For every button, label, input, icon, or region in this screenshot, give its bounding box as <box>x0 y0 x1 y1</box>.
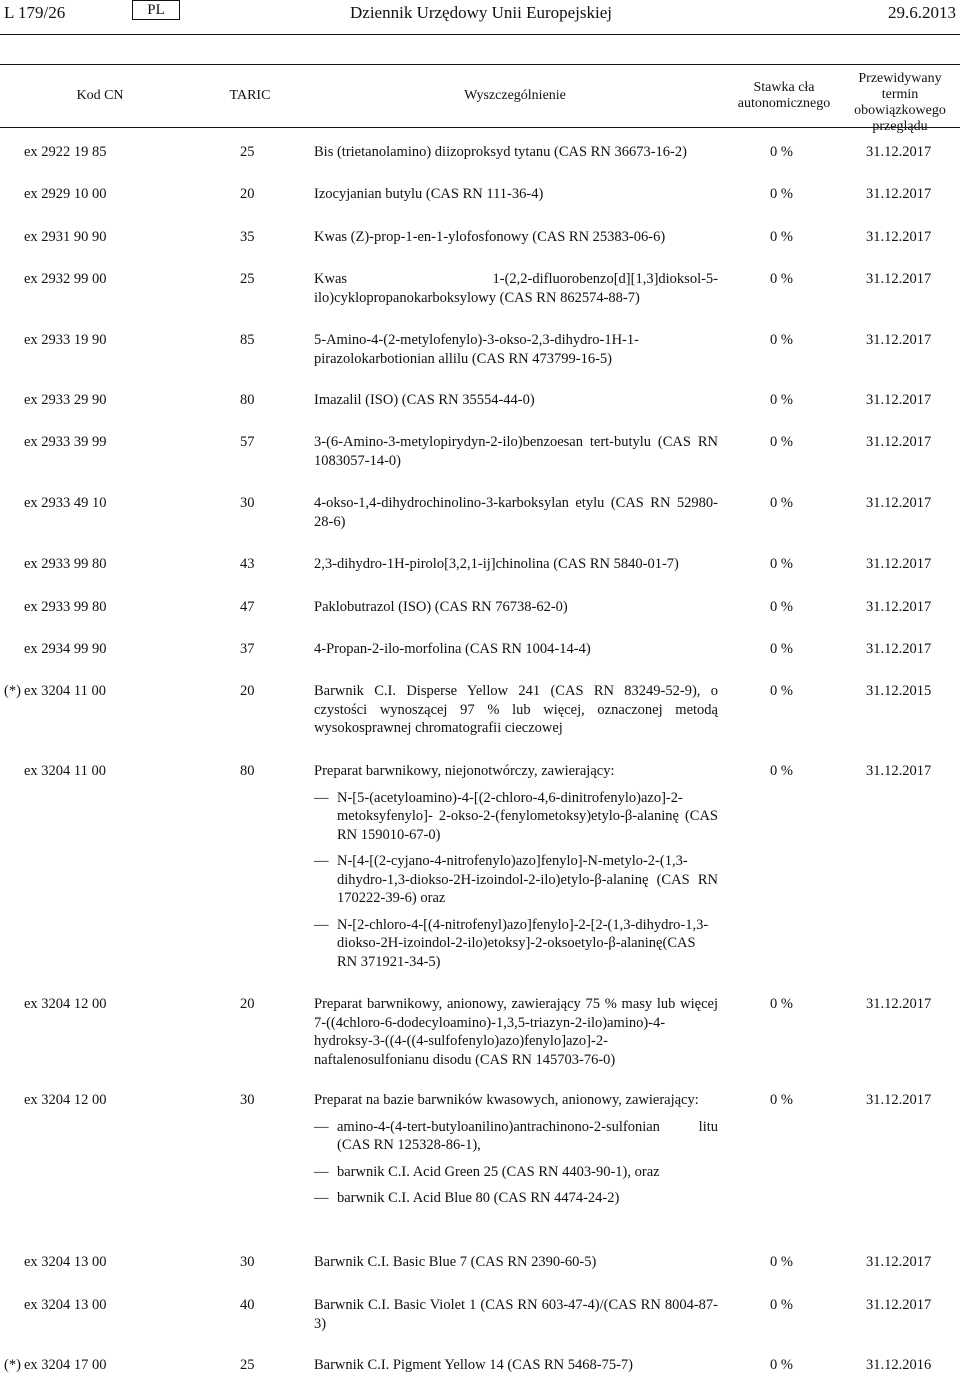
review-date: 31.12.2017 <box>866 434 932 450</box>
description-text: 2,3-dihydro-1H-pirolo[3,2,1-ij]chinolina (CAS RN 5840-01-7) <box>314 556 679 572</box>
column-header-cn: Kod CN <box>76 88 124 103</box>
cn-code: ex 3204 17 00 <box>24 1357 107 1373</box>
column-header-review-date: Przewidywany termin obowiązkowego przeglądu <box>854 71 946 134</box>
description-text: Imazalil (ISO) (CAS RN 35554-44-0) <box>314 392 535 408</box>
cn-code: ex 2933 49 10 <box>24 495 107 511</box>
review-date: 31.12.2017 <box>866 332 932 348</box>
duty-rate: 0 % <box>770 1254 793 1270</box>
review-date: 31.12.2017 <box>866 495 932 511</box>
description-text: 5-Amino-4-(2-metylofenylo)-3-okso-2,3-dihydro-1H-1-pirazolokarbotionian allilu (CAS RN 473799-16-5) <box>314 332 639 367</box>
taric-code: 25 <box>240 1357 255 1373</box>
review-date: 31.12.2017 <box>866 186 932 202</box>
component-text: barwnik C.I. Acid Blue 80 (CAS RN 4474-24-2) <box>337 1190 620 1206</box>
review-date: 31.12.2017 <box>866 392 932 408</box>
description-text: Preparat barwnikowy, niejonotwórczy, zawierający: <box>314 763 615 779</box>
dash-bullet: — <box>314 916 329 933</box>
description <box>314 555 718 574</box>
component-text: N-[2-chloro-4-[(4-nitrofenyl)azo]fenylo]-2-[2-(1,3-dihydro-1,3-diokso-2H-izoindol-2-ilo)etoksy]-2-oksoetylo-β-alaninę(CAS RN 371921-34-5) <box>337 916 709 970</box>
duty-rate: 0 % <box>770 434 793 450</box>
duty-rate: 0 % <box>770 332 793 348</box>
duty-rate: 0 % <box>770 599 793 615</box>
column-header-taric: TARIC <box>229 88 271 103</box>
duty-rate: 0 % <box>770 1297 793 1313</box>
running-header <box>0 0 960 36</box>
description <box>314 331 718 368</box>
component-text: amino-4-(4-tert-butyloanilino)antrachinono-2-sulfonian litu (CAS RN 125328-86-1), <box>337 1118 718 1153</box>
duty-rate: 0 % <box>770 641 793 657</box>
publication-date: 29.6.2013 <box>888 3 956 22</box>
component-text: barwnik C.I. Acid Green 25 (CAS RN 4403-90-1), oraz <box>337 1163 660 1180</box>
taric-code: 30 <box>240 1092 255 1108</box>
dash-bullet: — <box>314 1190 329 1206</box>
description-text: Preparat barwnikowy, anionowy, zawierający 75 % masy lub więcej 7-((4chloro-6-dodecyloamino)-1,3,5-triazyn-2-ilo)amino)-4-hydroksy-3-((4-((4-sulfofenylo)azo)fenylo]azo]-2-naftalenosulfonianu disodu (CAS RN 145703-76-0) <box>314 996 718 1068</box>
taric-code: 80 <box>240 392 255 408</box>
description-text: 4-Propan-2-ilo-morfolina (CAS RN 1004-14-4) <box>314 641 591 657</box>
review-date: 31.12.2017 <box>866 556 932 572</box>
duty-rate: 0 % <box>770 392 793 408</box>
journal-title: Dziennik Urzędowy Unii Europejskiej <box>350 3 613 22</box>
cn-code: ex 2933 19 90 <box>24 332 107 348</box>
description <box>314 391 718 410</box>
description <box>314 598 718 617</box>
taric-code: 40 <box>240 1297 255 1313</box>
taric-code: 80 <box>240 763 255 779</box>
review-date: 31.12.2015 <box>866 683 932 699</box>
description <box>314 185 718 204</box>
review-date: 31.12.2016 <box>866 1357 932 1373</box>
dash-bullet: — <box>314 1118 329 1135</box>
cn-code: ex 3204 13 00 <box>24 1254 107 1270</box>
column-header-duty-rate: Stawka cła autonomicznego <box>737 80 831 111</box>
description-text: Barwnik C.I. Pigment Yellow 14 (CAS RN 5468-75-7) <box>314 1357 634 1373</box>
duty-rate: 0 % <box>770 996 793 1012</box>
review-date: 31.12.2017 <box>866 599 932 615</box>
description <box>314 640 718 659</box>
cn-code: ex 2932 99 00 <box>24 271 107 287</box>
description-text: 3-(6-Amino-3-metylopirydyn-2-ilo)benzoesan tert-butylu (CAS RN 1083057-14-0) <box>314 434 718 469</box>
footnote-marker: (*) <box>4 683 21 699</box>
taric-code: 47 <box>240 599 255 615</box>
description-text: Barwnik C.I. Basic Violet 1 (CAS RN 603-47-4)/(CAS RN 8004-87-3) <box>314 1297 718 1332</box>
table-header <box>0 64 960 134</box>
review-date: 31.12.2017 <box>866 641 932 657</box>
review-date: 31.12.2017 <box>866 144 932 160</box>
description <box>314 1253 718 1272</box>
cn-code: ex 2922 19 85 <box>24 144 107 160</box>
taric-code: 37 <box>240 641 255 657</box>
duty-rate: 0 % <box>770 556 793 572</box>
taric-code: 25 <box>240 271 255 287</box>
cn-code: ex 3204 13 00 <box>24 1297 107 1313</box>
duty-rate: 0 % <box>770 229 793 245</box>
cn-code: ex 3204 12 00 <box>24 1092 107 1108</box>
component-list <box>314 1118 718 1208</box>
page-number: L 179/26 <box>4 3 66 22</box>
taric-code: 20 <box>240 186 255 202</box>
description-text: 4-okso-1,4-dihydrochinolino-3-karboksylan etylu (CAS RN 52980-28-6) <box>314 495 718 530</box>
description <box>314 228 718 247</box>
dash-bullet: — <box>314 789 329 806</box>
duty-rate: 0 % <box>770 763 793 779</box>
taric-code: 25 <box>240 144 255 160</box>
component-item <box>314 1163 718 1182</box>
cn-code: ex 3204 11 00 <box>24 763 107 779</box>
taric-code: 85 <box>240 332 255 348</box>
taric-code: 30 <box>240 495 255 511</box>
description <box>314 270 718 307</box>
component-list <box>314 789 718 972</box>
cn-code: ex 2931 90 90 <box>24 229 107 245</box>
review-date: 31.12.2017 <box>866 1254 932 1270</box>
taric-code: 57 <box>240 434 255 450</box>
duty-rate: 0 % <box>770 144 793 160</box>
dash-bullet: — <box>314 1163 329 1180</box>
duty-rate: 0 % <box>770 1357 793 1373</box>
cn-code: ex 3204 11 00 <box>24 683 107 699</box>
description <box>314 433 718 470</box>
description-text: Izocyjanian butylu (CAS RN 111-36-4) <box>314 186 544 202</box>
taric-code: 20 <box>240 683 255 699</box>
description <box>314 1296 718 1333</box>
description-text: Preparat na bazie barwników kwasowych, anionowy, zawierający: <box>314 1092 699 1108</box>
description-text: Kwas 1-(2,2-difluorobenzo[d][1,3]dioksol-5-ilo)cyklopropanokarboksylowy (CAS RN 862574-88-7) <box>314 271 718 306</box>
component-item <box>314 852 718 908</box>
language-badge: PL <box>132 0 180 20</box>
review-date: 31.12.2017 <box>866 271 932 287</box>
review-date: 31.12.2017 <box>866 996 932 1012</box>
description <box>314 494 718 531</box>
component-item <box>314 1118 718 1155</box>
cn-code: ex 2933 99 80 <box>24 599 107 615</box>
review-date: 31.12.2017 <box>866 229 932 245</box>
component-text: N-[4-[(2-cyjano-4-nitrofenylo)azo]fenylo]-N-metylo-2-(1,3-dihydro-1,3-diokso-2H-izoindol-2-ilo)etylo-β-alaninę (CAS RN 170222-39-6) oraz <box>337 853 718 906</box>
component-item <box>314 789 718 845</box>
review-date: 31.12.2017 <box>866 763 932 779</box>
cn-code: ex 2934 99 90 <box>24 641 107 657</box>
duty-rate: 0 % <box>770 271 793 287</box>
description-text: Barwnik C.I. Basic Blue 7 (CAS RN 2390-60-5) <box>314 1254 597 1270</box>
duty-rate: 0 % <box>770 1092 793 1108</box>
taric-code: 30 <box>240 1254 255 1270</box>
description-text: Barwnik C.I. Disperse Yellow 241 (CAS RN 83249-52-9), o czystości wynoszącej 97 % lub więcej, oznaczonej metodą wysokosprawnej chromatografii cieczowej <box>314 683 718 736</box>
description-text: Bis (trietanolamino) diizoproksyd tytanu (CAS RN 36673-16-2) <box>314 144 687 160</box>
duty-rate: 0 % <box>770 495 793 511</box>
description-text: Paklobutrazol (ISO) (CAS RN 76738-62-0) <box>314 599 568 615</box>
component-item <box>314 916 718 972</box>
taric-code: 20 <box>240 996 255 1012</box>
description <box>314 143 718 162</box>
taric-code: 35 <box>240 229 255 245</box>
cn-code: ex 2933 99 80 <box>24 556 107 572</box>
description <box>314 682 718 738</box>
cn-code: ex 2933 29 90 <box>24 392 107 408</box>
description-text: Kwas (Z)-prop-1-en-1-ylofosfonowy (CAS RN 25383-06-6) <box>314 229 666 245</box>
cn-code: ex 2933 39 99 <box>24 434 107 450</box>
description <box>314 1356 718 1375</box>
review-date: 31.12.2017 <box>866 1092 932 1108</box>
component-item <box>314 1189 718 1208</box>
header-rule <box>0 34 960 35</box>
taric-code: 43 <box>240 556 255 572</box>
column-header-description: Wyszczególnienie <box>464 88 566 103</box>
cn-code: ex 2929 10 00 <box>24 186 107 202</box>
dash-bullet: — <box>314 853 329 869</box>
review-date: 31.12.2017 <box>866 1297 932 1313</box>
component-text: N-[5-(acetyloamino)-4-[(2-chloro-4,6-dinitrofenylo)azo]-2-metoksyfenylo]- 2-okso-2-(fenylometoksy)etylo-β-alaninę (CAS RN 159010-67-0) <box>337 789 718 843</box>
description <box>314 1091 718 1216</box>
duty-rate: 0 % <box>770 683 793 699</box>
cn-code: ex 3204 12 00 <box>24 996 107 1012</box>
description <box>314 762 718 979</box>
duty-rate: 0 % <box>770 186 793 202</box>
description <box>314 995 718 1069</box>
footnote-marker: (*) <box>4 1357 21 1373</box>
